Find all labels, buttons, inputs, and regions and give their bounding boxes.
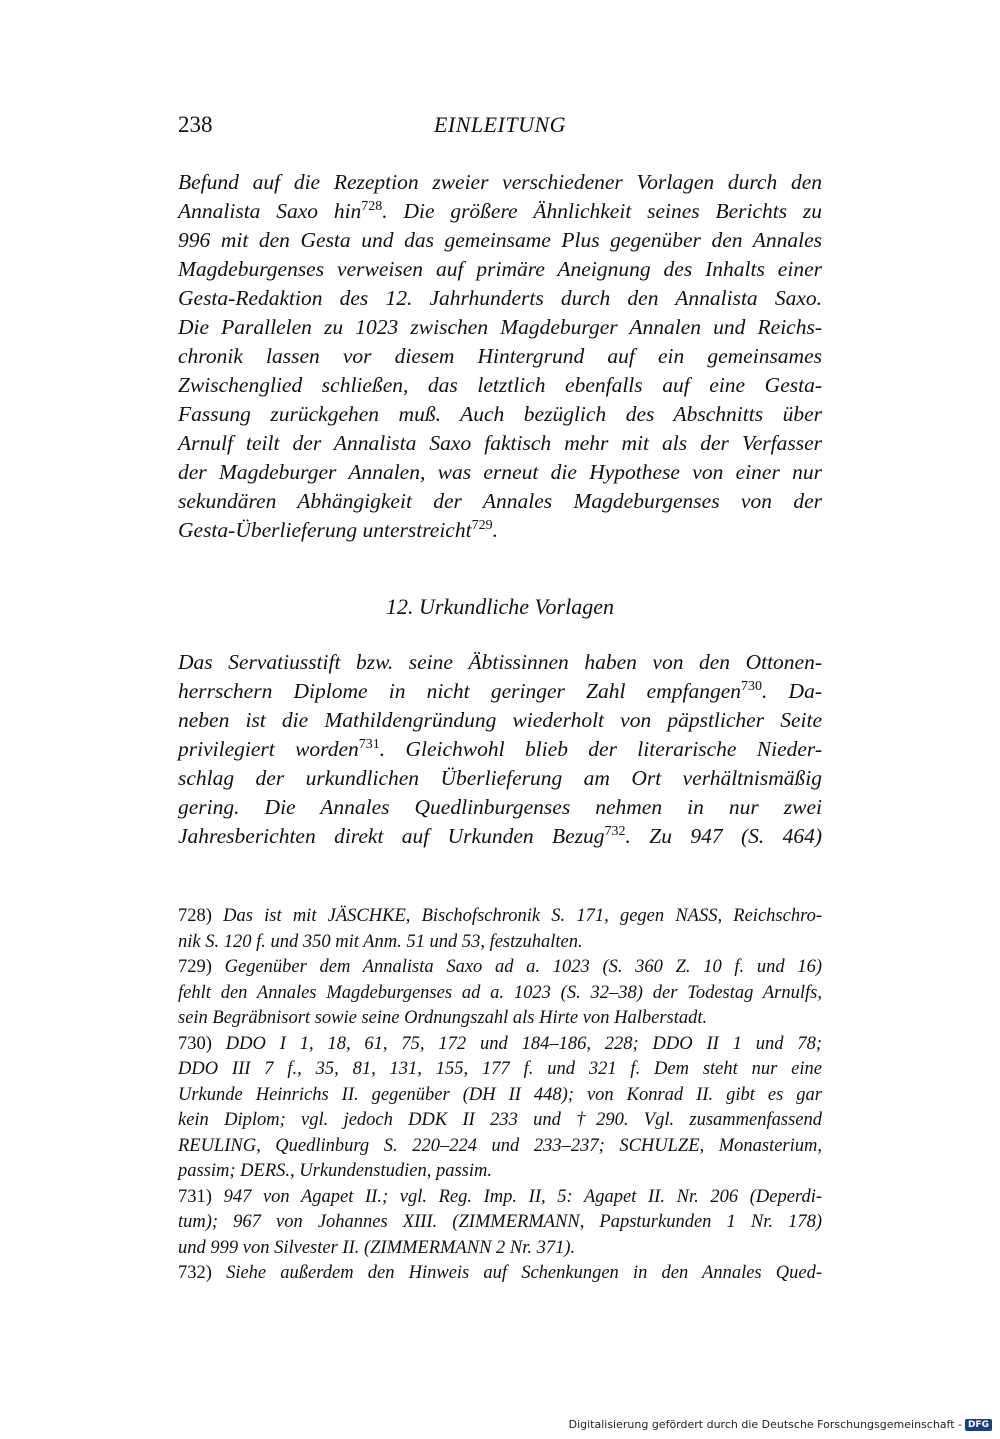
text-line: schlag der urkundlichen Überlieferung am Ort verhältnismäßig: [178, 766, 822, 790]
text-line: 996 mit den Gesta und das gemeinsame Plus gegenüber den Annales: [178, 228, 822, 252]
footnote-line: kein Diplom; vgl. jedoch DDK II 233 und †290. Vgl. zusammenfassend: [178, 1110, 822, 1130]
text-line: neben ist die Mathildengründung wiederholt von päpstlicher Seite: [178, 708, 822, 732]
text-line: der Magdeburger Annalen, was erneut die Hypothese von einer nur: [178, 460, 822, 484]
page-number: 238: [178, 112, 213, 137]
paragraph-continued: [178, 168, 822, 545]
footnote-line: fehlt den Annales Magdeburgenses ad a. 1023 (S. 32–38) der Todestag Arnulfs,: [178, 982, 822, 1003]
text-line: herrschern Diplome in nicht geringer Zahl empfangen$^{730}$. Da-: [178, 679, 822, 703]
footnote-ref-732[interactable]: 732: [604, 824, 626, 839]
text-line: Fassung zurückgehen muß. Auch bezüglich des Abschnitts über: [178, 402, 822, 426]
footnote-line: DDO III 7 f., 35, 81, 131, 155, 177 f. und 321 f. Dem steht nur eine: [178, 1059, 822, 1079]
text-line: Zwischenglied schließen, das letztlich ebenfalls auf eine Gesta-: [178, 373, 822, 397]
text-line: Annalista Saxo hin$^{728}$. Die größere Ähnlichkeit seines Berichts zu: [178, 199, 823, 223]
digitization-credit: [569, 1418, 992, 1431]
footnote-731: 731) 947 von Agapet II.; vgl. Reg. Imp. II, 5: Agapet II. Nr. 206 (Deperdi-: [178, 1186, 822, 1207]
footnote-732: 732) Siehe außerdem den Hinweis auf Schenkungen in den Annales Qued-: [178, 1263, 822, 1283]
footnote-ref-729[interactable]: 729: [471, 518, 493, 533]
text-line: chronik lassen vor diesem Hintergrund auf ein gemeinsames: [178, 344, 822, 368]
text-line: gering. Die Annales Quedlinburgenses nehmen in nur zwei: [178, 795, 822, 819]
text-line: Gesta-Überlieferung unterstreicht$^{729}$.: [178, 518, 498, 542]
paragraph-urkundliche-vorlagen: [178, 648, 822, 851]
text-line: Befund auf die Rezeption zweier verschiedener Vorlagen durch den: [178, 170, 822, 194]
footnote-ref-731[interactable]: 731: [358, 737, 380, 752]
footnote-728: 728) Das ist mit JÄSCHKE, Bischofschronik S. 171, gegen NASS, Reichschro-: [178, 906, 822, 926]
footnote-line: Urkunde Heinrichs II. gegenüber (DH II 448); von Konrad II. gibt es gar: [178, 1084, 822, 1105]
footnote-729: 729) Gegenüber dem Annalista Saxo ad a. 1023 (S. 360 Z. 10 f. und 16): [178, 957, 823, 977]
page-header: [178, 112, 822, 146]
text-line: privilegiert worden$^{731}$. Gleichwohl blieb der literarische Nieder-: [178, 737, 823, 761]
text-line: Das Servatiusstift bzw. seine Äbtissinnen haben von den Ottonen-: [178, 650, 822, 674]
text-line: Magdeburgenses verweisen auf primäre Aneignung des Inhalts einer: [178, 257, 822, 281]
section-heading: 12. Urkundliche Vorlagen: [386, 594, 614, 619]
running-head: EINLEITUNG: [433, 112, 567, 137]
text-line: Gesta-Redaktion des 12. Jahrhunderts durch den Annalista Saxo.: [178, 286, 822, 310]
text-line: Jahresberichten direkt auf Urkunden Bezug$^{732}$. Zu 947 (S. 464): [178, 824, 822, 848]
footnote-line: REULING, Quedlinburg S. 220–224 und 233–237; SCHULZE, Monasterium,: [178, 1135, 822, 1156]
text-line: Die Parallelen zu 1023 zwischen Magdeburger Annalen und Reichs-: [178, 315, 822, 339]
text-line: Arnulf teilt der Annalista Saxo faktisch mehr mit als der Verfasser: [178, 431, 822, 455]
text-line: sekundären Abhängigkeit der Annales Magdeburgenses von der: [178, 489, 822, 513]
footnote-ref-730[interactable]: 730: [741, 679, 762, 694]
credit-text: Digitalisierung gefördert durch die Deutsche Forschungsgemeinschaft -: [568, 1418, 962, 1431]
footnote-ref-728[interactable]: 728: [361, 199, 383, 214]
footnote-line: und 999 von Silvester II. (ZIMMERMANN 2 Nr. 371).: [178, 1237, 576, 1258]
footnote-line: passim; DERS., Urkundenstudien, passim.: [178, 1161, 492, 1181]
footnote-730: 730) DDO I 1, 18, 61, 75, 172 und 184–186, 228; DDO II 1 und 78;: [178, 1033, 823, 1054]
footnote-line: nik S. 120 f. und 350 mit Anm. 51 und 53, festzuhalten.: [178, 931, 583, 952]
footnote-line: tum); 967 von Johannes XIII. (ZIMMERMANN, Papsturkunden 1 Nr. 178): [178, 1212, 822, 1232]
dfg-logo: DFG: [965, 1419, 992, 1431]
footnotes: [178, 904, 822, 1287]
footnote-line: sein Begräbnisort sowie seine Ordnungszahl als Hirte von Halberstadt.: [178, 1008, 708, 1028]
